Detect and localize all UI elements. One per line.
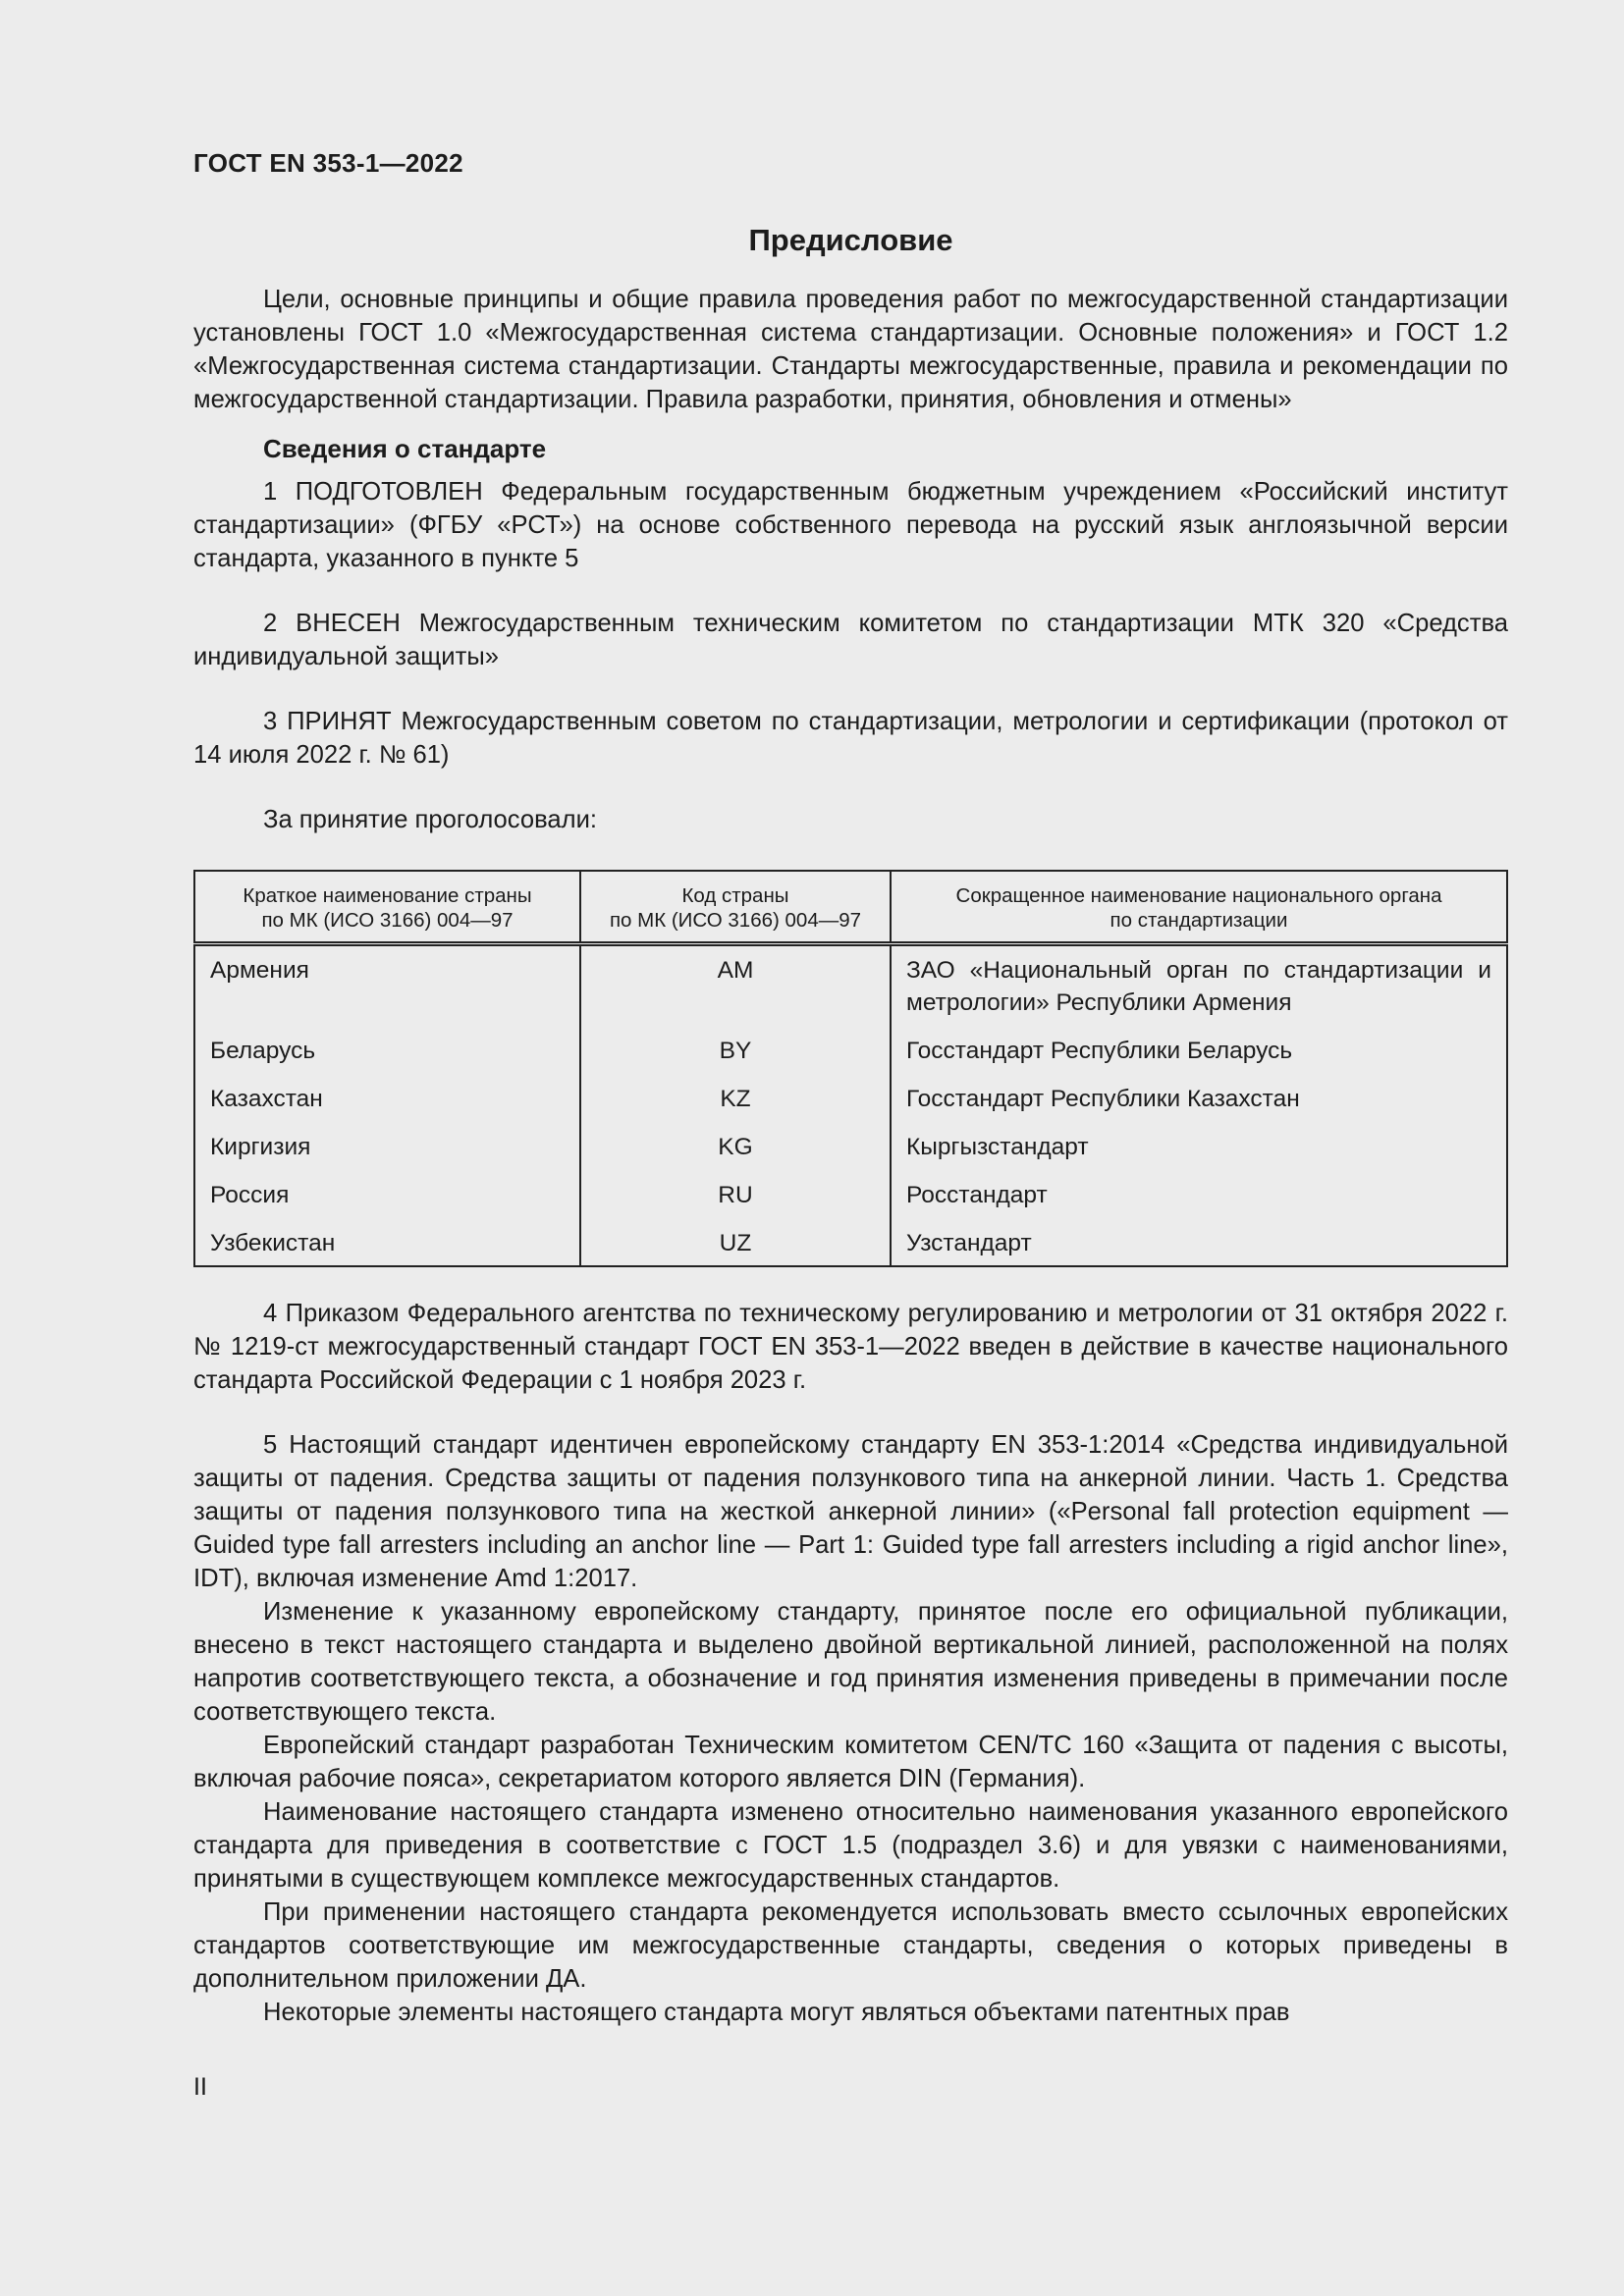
column-header-country: Краткое наименование страны по МК (ИСО 3166) 004—97 — [194, 871, 580, 944]
table-row — [194, 1163, 1507, 1211]
country-cell: Киргизия — [194, 1115, 580, 1163]
page-number: II — [193, 2073, 207, 2101]
document-code-header: ГОСТ EN 353-1—2022 — [193, 148, 463, 178]
page-title: Предисловие — [748, 223, 953, 257]
table-row — [194, 944, 1507, 1020]
code-cell: BY — [580, 1019, 891, 1067]
organization-cell: Госстандарт Республики Казахстан — [891, 1067, 1507, 1115]
organization-cell: Кыргызстандарт — [891, 1115, 1507, 1163]
code-cell: KG — [580, 1115, 891, 1163]
item-5-patents-paragraph: Некоторые элементы настоящего стандарта могут являться объектами патентных прав — [263, 1999, 1290, 2026]
organization-cell: Узстандарт — [891, 1211, 1507, 1266]
item-5-amendment-paragraph: Изменение к указанному европейскому стандарту, принятое после его официальной публикации, внесено в текст настоящего стандарта и выделено двойной вертикальной линией, расположенной на полях напротив соответствующего текста, а обозначение и год принятия изменения приведены в примечании после соответствующего текста. — [193, 1598, 1508, 1726]
country-cell: Узбекистан — [194, 1211, 580, 1266]
table-header-row — [194, 871, 1507, 944]
organization-cell: ЗАО «Национальный орган по стандартизации и метрологии» Республики Армения — [891, 944, 1507, 1020]
table-row — [194, 1211, 1507, 1266]
code-cell: KZ — [580, 1067, 891, 1115]
item-5-references-paragraph: При применении настоящего стандарта рекомендуется использовать вместо ссылочных европейских стандартов соответствующие им межгосударственные стандарты, сведения о которых приведены в дополнительном приложении ДА. — [193, 1898, 1508, 1993]
code-cell: UZ — [580, 1211, 891, 1266]
voting-countries-table — [193, 870, 1508, 1267]
item-3-adopted: 3 ПРИНЯТ Межгосударственным советом по стандартизации, метрологии и сертификации (протокол от 14 июля 2022 г. № 61) — [193, 708, 1508, 769]
organization-cell: Госстандарт Республики Беларусь — [891, 1019, 1507, 1067]
intro-paragraph: Цели, основные принципы и общие правила проведения работ по межгосударственной стандартизации установлены ГОСТ 1.0 «Межгосударственная система стандартизации. Основные положения» и ГОСТ 1.2 «Межгосударственная система стандартизации. Стандарты межгосударственные, правила и рекомендации по межгосударственной стандартизации. Правила разработки, принятия, обновления и отмены» — [193, 286, 1508, 413]
country-cell: Казахстан — [194, 1067, 580, 1115]
item-4-order: 4 Приказом Федерального агентства по техническому регулированию и метрологии от 31 октября 2022 г. № 1219-ст межгосударственный стандарт ГОСТ EN 353-1—2022 введен в действие в качестве национального стандарта Российской Федерации с 1 ноября 2023 г. — [193, 1300, 1508, 1394]
table-row — [194, 1115, 1507, 1163]
item-1-prepared: 1 ПОДГОТОВЛЕН Федеральным государственным бюджетным учреждением «Российский институт стандартизации» (ФГБУ «РСТ») на основе собственного перевода на русский язык англоязычной версии стандарта, указанного в пункте 5 — [193, 478, 1508, 572]
voted-label: За принятие проголосовали: — [263, 806, 597, 833]
code-cell: RU — [580, 1163, 891, 1211]
organization-cell: Росстандарт — [891, 1163, 1507, 1211]
item-5-title-paragraph: Наименование настоящего стандарта изменено относительно наименования указанного европейского стандарта для приведения в соответствие с ГОСТ 1.5 (подраздел 3.6) и для увязки с наименованиями, принятыми в существующем комплексе межгосударственных стандартов. — [193, 1798, 1508, 1893]
item-5-committee-paragraph: Европейский стандарт разработан Техническим комитетом CEN/TC 160 «Защита от падения с высоты, включая рабочие пояса», секретариатом которого является DIN (Германия). — [193, 1732, 1508, 1792]
info-heading: Сведения о стандарте — [263, 434, 547, 463]
item-5-identical: 5 Настоящий стандарт идентичен европейскому стандарту EN 353-1:2014 «Средства индивидуальной защиты от падения. Средства защиты от падения ползункового типа на анкерной линии. Часть 1. Средства защиты от падения ползункового типа на жесткой анкерной линии» («Personal fall protection equipment — Guided type fall arresters including an anchor line — Part 1: Guided type fall arresters including a rigid anchor line», IDT), включая изменение Amd 1:2017. — [193, 1431, 1508, 1592]
table-row — [194, 1067, 1507, 1115]
table-row — [194, 1019, 1507, 1067]
code-cell: AM — [580, 944, 891, 1020]
country-cell: Беларусь — [194, 1019, 580, 1067]
column-header-organization: Сокращенное наименование национального органа по стандартизации — [891, 871, 1507, 944]
country-cell: Россия — [194, 1163, 580, 1211]
document-page — [193, 147, 1508, 2029]
column-header-code: Код страны по МК (ИСО 3166) 004—97 — [580, 871, 891, 944]
country-cell: Армения — [194, 944, 580, 1020]
item-2-introduced: 2 ВНЕСЕН Межгосударственным техническим комитетом по стандартизации МТК 320 «Средства индивидуальной защиты» — [193, 610, 1508, 670]
